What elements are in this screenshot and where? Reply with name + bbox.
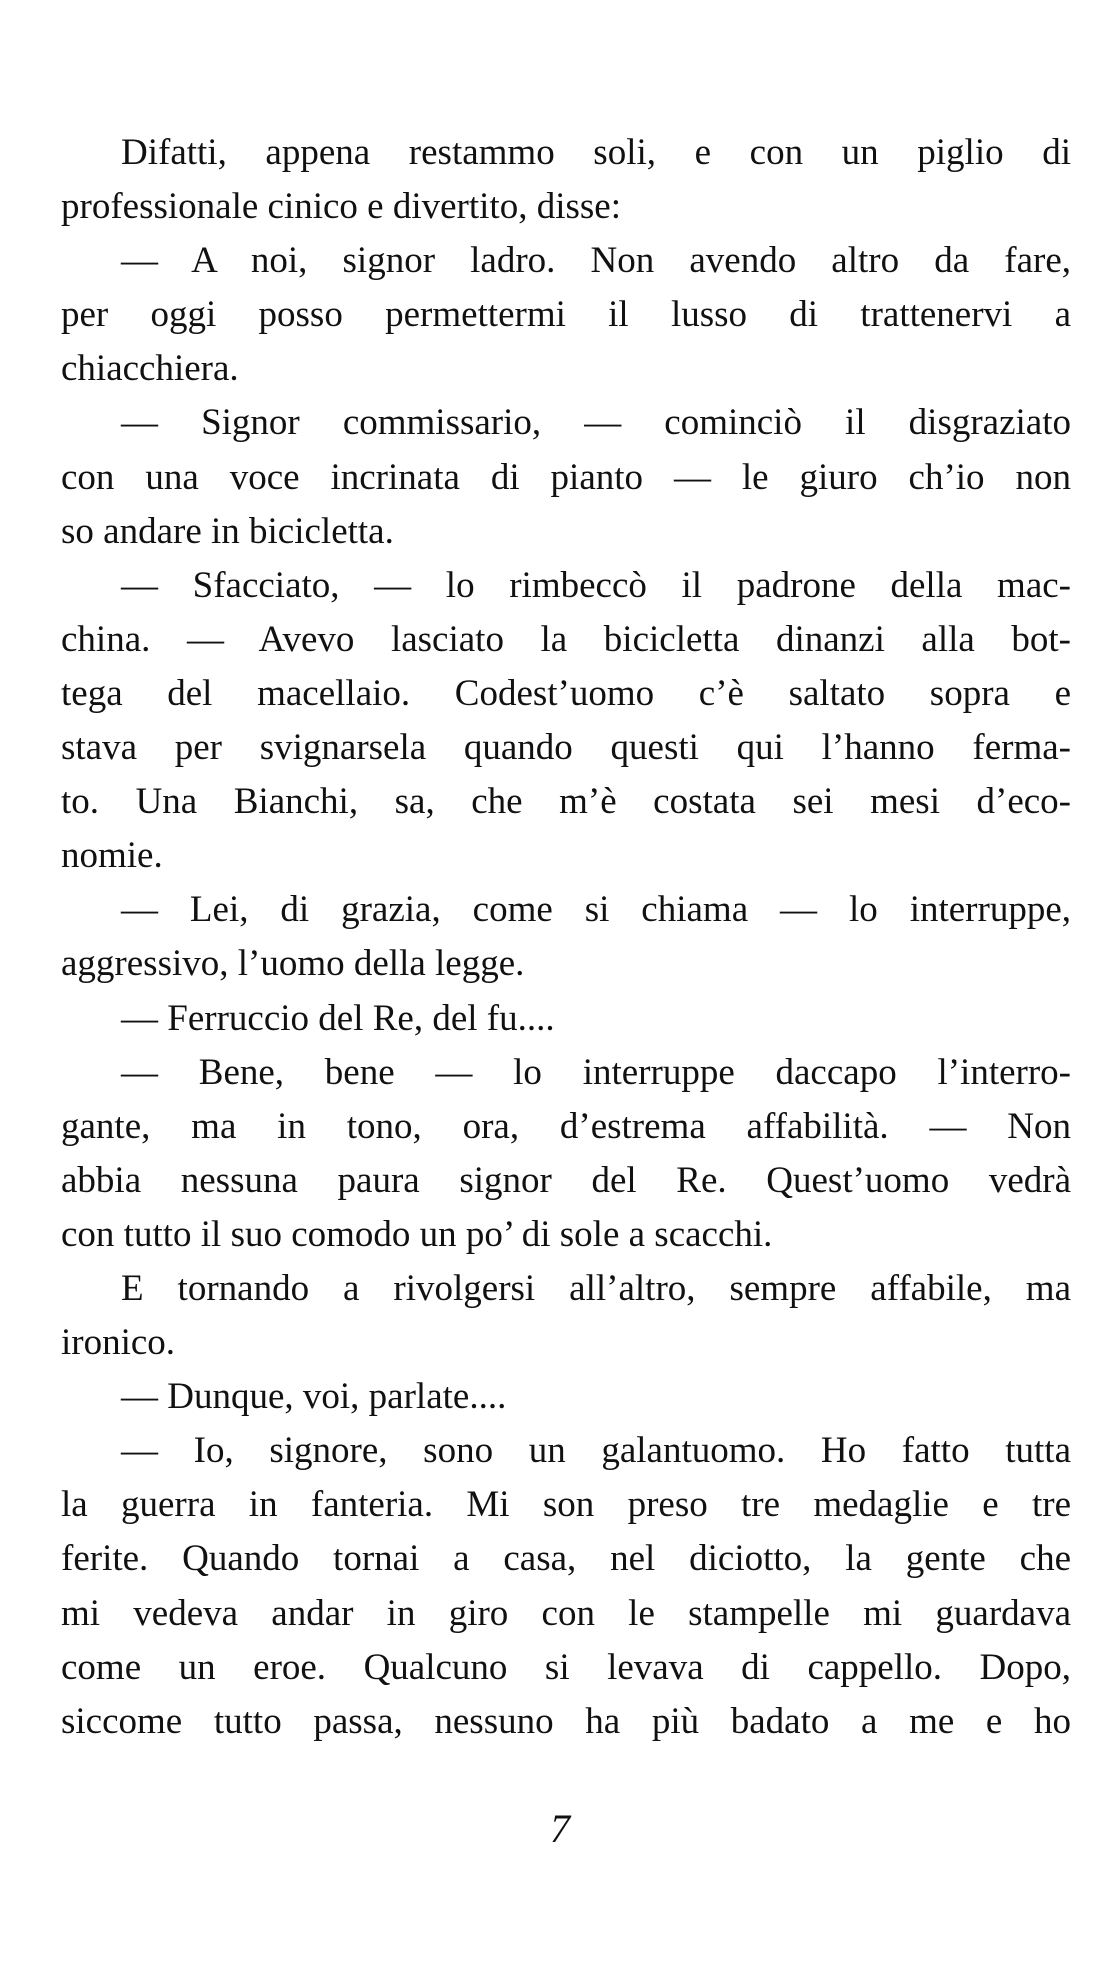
text-line: professionale cinico e divertito, disse: xyxy=(61,186,621,228)
text-line: stava per svignarsela quando questi qui l’hanno ferma- xyxy=(61,727,1071,769)
text-line: abbia nessuna paura signor del Re. Quest’uomo vedrà xyxy=(61,1159,1071,1201)
text-line: — Sfacciato, — lo rimbeccò il padrone della mac- xyxy=(121,564,1071,606)
text-line: chiacchiera. xyxy=(61,348,239,390)
text-line: — Dunque, voi, parlate.... xyxy=(121,1376,507,1418)
text-line: come un eroe. Qualcuno si levava di cappello. Dopo, xyxy=(61,1646,1071,1688)
text-line: Difatti, appena restammo soli, e con un piglio di xyxy=(121,132,1071,173)
text-line: tega del macellaio. Codest’uomo c’è saltato sopra e xyxy=(61,672,1071,714)
text-line: mi vedeva andar in giro con le stampelle mi guardava xyxy=(61,1592,1071,1634)
text-line: siccome tutto passa, nessuno ha più badato a me e ho xyxy=(61,1700,1071,1742)
text-line: — A noi, signor ladro. Non avendo altro da fare, xyxy=(121,240,1071,282)
text-line: so andare in bicicletta. xyxy=(61,510,394,552)
page-body xyxy=(61,126,1071,1749)
page-number: 7 xyxy=(550,1806,570,1851)
text-line: to. Una Bianchi, sa, che m’è costata sei mesi d’eco- xyxy=(61,781,1071,823)
text-line: — Signor commissario, — cominciò il disgraziato xyxy=(121,402,1071,444)
text-line: — Ferruccio del Re, del fu.... xyxy=(121,997,555,1039)
text-line: E tornando a rivolgersi all’altro, sempre affabile, ma xyxy=(121,1267,1071,1309)
text-line: — Io, signore, sono un galantuomo. Ho fatto tutta xyxy=(121,1430,1071,1472)
text-line: — Lei, di grazia, come si chiama — lo interruppe, xyxy=(121,889,1071,931)
text-line: ironico. xyxy=(61,1322,176,1364)
text-line: china. — Avevo lasciato la bicicletta dinanzi alla bot- xyxy=(61,618,1071,660)
text-line: gante, ma in tono, ora, d’estrema affabilità. — Non xyxy=(61,1105,1071,1147)
text-line: con tutto il suo comodo un po’ di sole a scacchi. xyxy=(61,1213,773,1255)
text-line: la guerra in fanteria. Mi son preso tre medaglie e tre xyxy=(61,1484,1071,1526)
text-line: — Bene, bene — lo interruppe daccapo l’interro- xyxy=(121,1051,1071,1093)
text-line: con una voce incrinata di pianto — le giuro ch’io non xyxy=(61,456,1071,498)
text-line: aggressivo, l’uomo della legge. xyxy=(61,943,525,985)
text-line: ferite. Quando tornai a casa, nel diciotto, la gente che xyxy=(61,1538,1071,1580)
text-line: nomie. xyxy=(61,835,163,877)
text-line: per oggi posso permettermi il lusso di trattenervi a xyxy=(61,294,1071,336)
